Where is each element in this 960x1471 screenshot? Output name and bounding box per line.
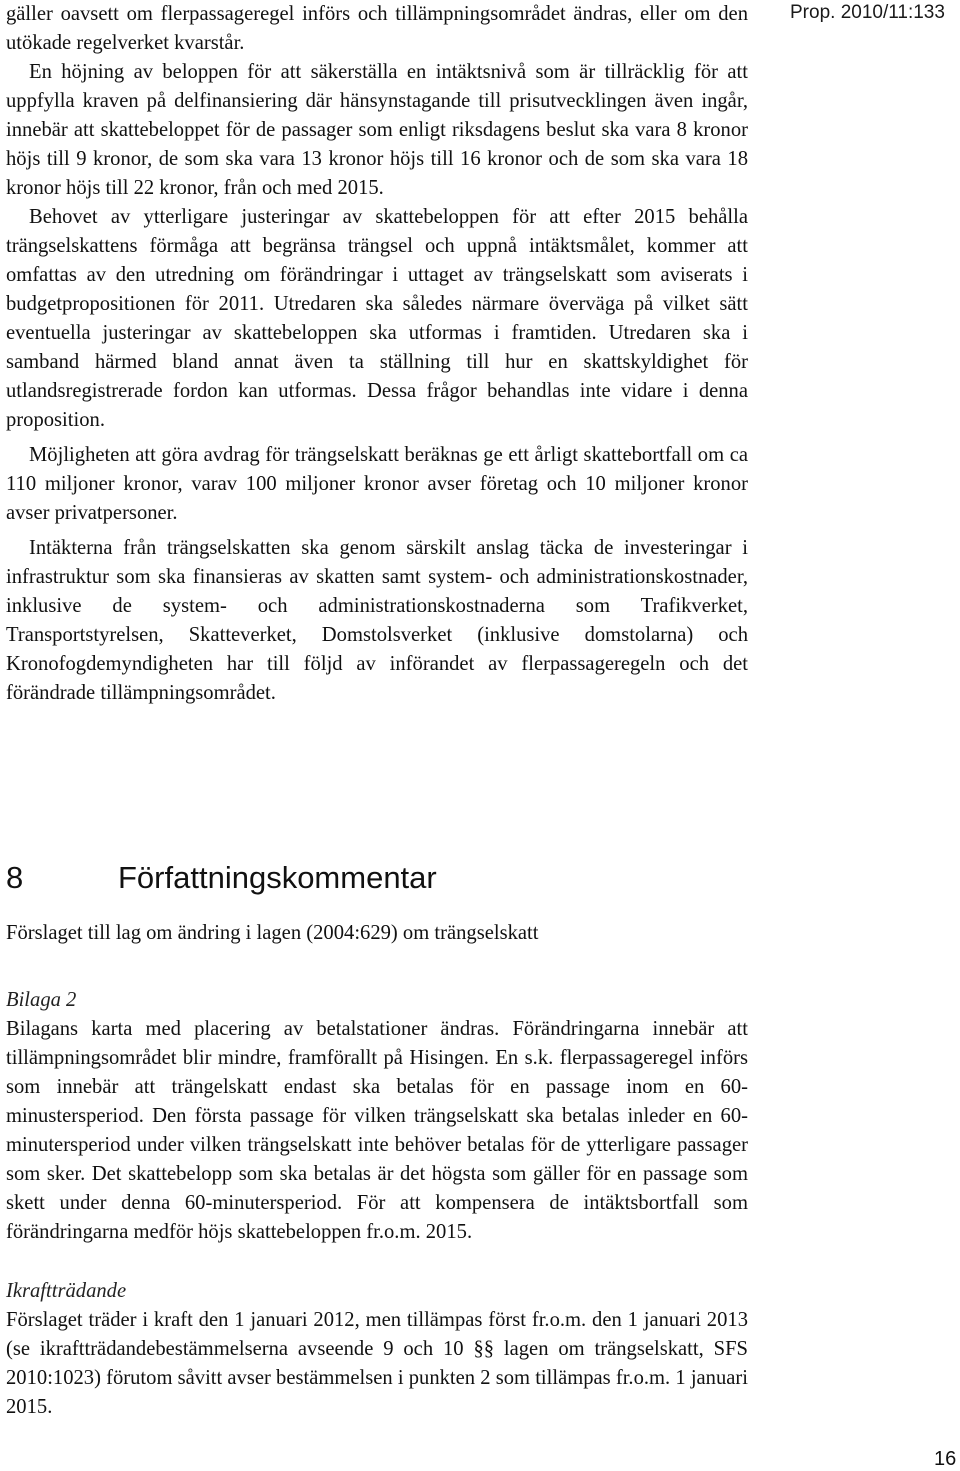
- page-number: 16: [934, 1448, 957, 1470]
- chapter-number: 8: [6, 860, 24, 895]
- bilaga-heading: Bilaga 2: [6, 989, 77, 1011]
- paragraph-amount-increase: En höjning av beloppen för att säkerställa en intäktsnivå som är tillräcklig för att uppfylla kraven på delfinansiering där hänsynstagande till prisutvecklingen även ingår, innebär att skattebeloppet för de passager som enligt riksdagens beslut ska vara 8 kronor höjs till 9 kronor, de som ska vara 13 kronor höjs till 16 kronor och de som ska vara 18 kronor höjs till 22 kronor, från och med 2015.: [6, 61, 748, 199]
- commentary-section: [6, 919, 748, 1422]
- paragraph-deduction: Möjligheten att göra avdrag för trängselskatt beräknas ge ett årligt skattebortfall om ca 110 miljoner kronor, varav 100 miljoner kronor avser företag och 10 miljoner kronor avser privatpersoner.: [6, 444, 748, 524]
- paragraph-further-adjustments: Behovet av ytterligare justeringar av skattebeloppen för att efter 2015 behålla trängselskattens förmåga att begränsa trängsel och uppnå intäktsmålet, kommer att omfattas av den utredning om förändringar i uttaget av trängselskatt som aviserats i budgetpropositionen för 2011. Utredaren ska således närmare överväga på vilket sätt eventuella justeringar av skattebeloppen ska utformas i framtiden. Utredaren ska i samband härmed bland annat även ta ställning till hur en skattskyldighet för utlandsregistrerade fordon kan utformas. Dessa frågor behandlas inte vidare i denna proposition.: [6, 206, 748, 431]
- ikrafttradande-paragraph: Förslaget träder i kraft den 1 januari 2012, men tillämpas först fr.o.m. den 1 januari 2013 (se ikraftträdandebestämmelserna avseende 9 och 10 §§ lagen om trängselskatt, SFS 2010:1023) förutom såvitt avser bestämmelsen i punkten 2 som tillämpas fr.o.m. 1 januari 2015.: [6, 1309, 748, 1418]
- chapter-heading: [6, 858, 748, 898]
- proposition-reference: Prop. 2010/11:133: [790, 2, 945, 23]
- bilaga-paragraph: Bilagans karta med placering av betalstationer ändras. Förändringarna innebär att tillämpningsområdet blir mindre, framförallt på Hisingen. En s.k. flerpassageregel införs som innebär att trängelskatt endast ska betalas för en passage inom en 60-minustersperiod. Den första passage för vilken trängselskatt ska betalas inleder en 60-minutersperiod under vilken trängselskatt inte behöver betalas för de ytterligare passager som sker. Det skattebelopp som ska betalas är det högsta som gäller för en passage som skett under denna 60-minutersperiod. För att kompensera de intäktsbortfall som förändringarna medför höjs skattebeloppen fr.o.m. 2015.: [6, 1018, 748, 1243]
- body-text-section: [6, 0, 748, 708]
- ikrafttradande-heading: Ikraftträdande: [6, 1280, 127, 1302]
- law-proposal-subheading: Förslaget till lag om ändring i lagen (2004:629) om trängselskatt: [6, 922, 539, 944]
- paragraph-revenue: Intäkterna från trängselskatten ska genom särskilt anslag täcka de investeringar i infrastruktur som ska finansieras av skatten samt system- och administrationskostnader, inklusive de system- och administrationskostnaderna som Trafikverket, Transportstyrelsen, Skatteverket, Domstolsverket (inklusive domstolarna) och Kronofogdemyndigheten har till följd av införandet av flerpassageregeln och det förändrade tillämpningsområdet.: [6, 537, 748, 704]
- chapter-title: Författningskommentar: [118, 860, 437, 895]
- paragraph-continuation: gäller oavsett om flerpassageregel införs och tillämpningsområdet ändras, eller om den utökade regelverket kvarstår.: [6, 3, 748, 54]
